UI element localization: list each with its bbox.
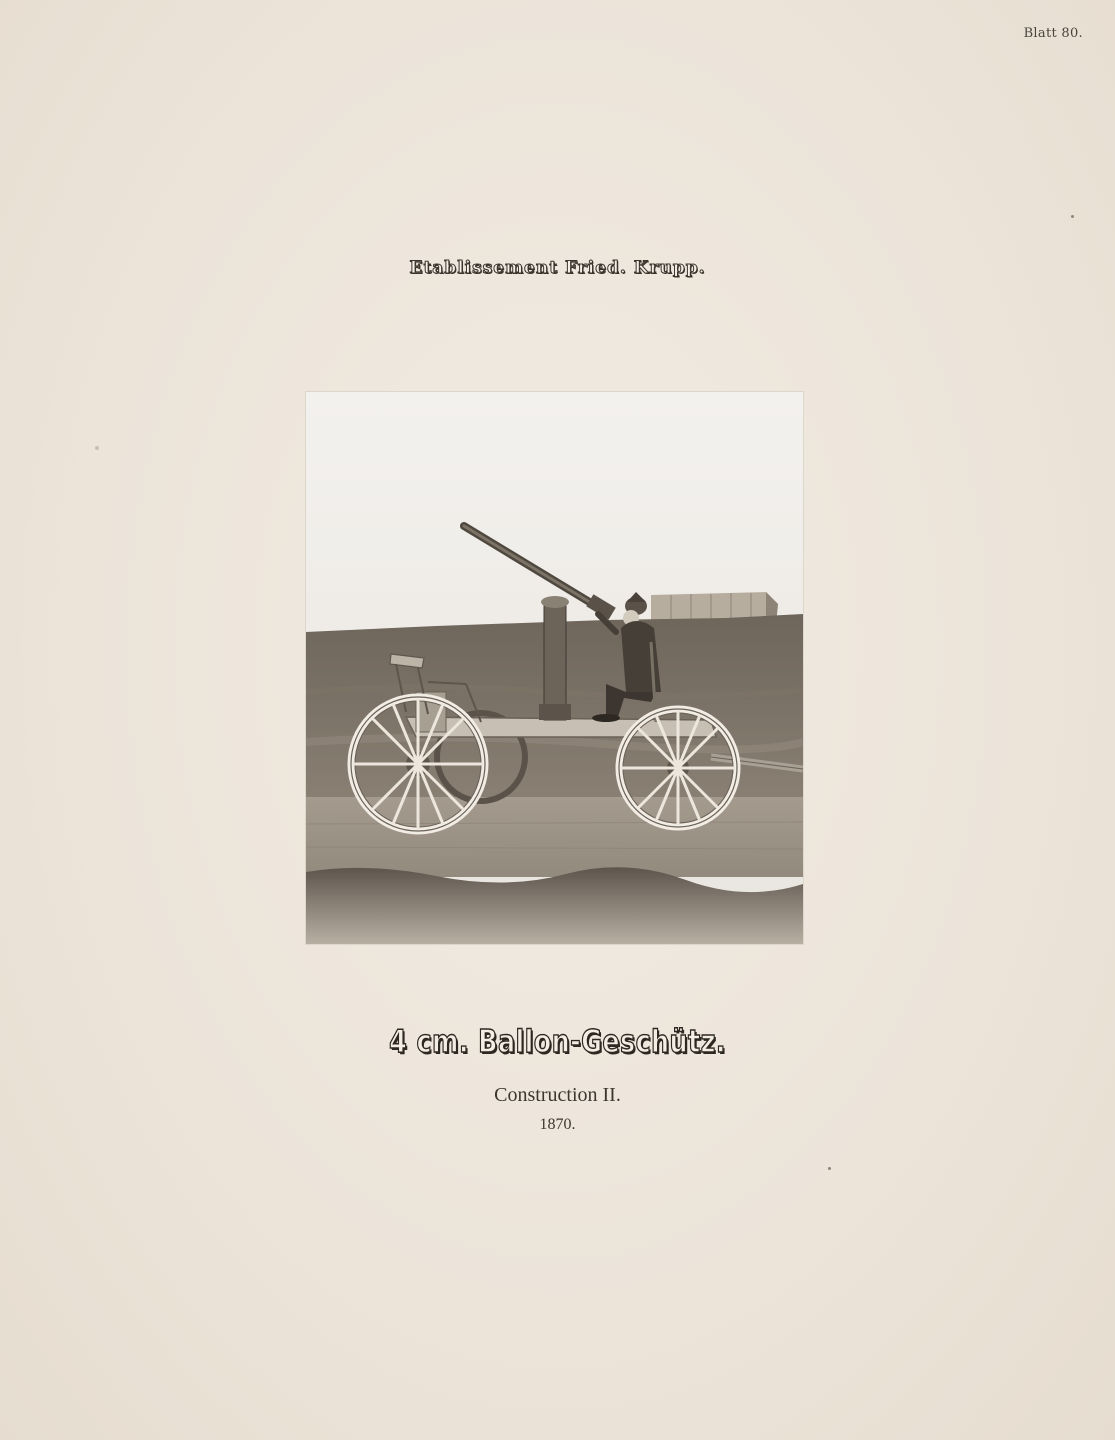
plate-year: 1870. — [539, 1116, 576, 1133]
gun-pedestal — [539, 596, 571, 720]
plate-title: 4 cm. Ballon-Geschütz. — [389, 1024, 726, 1060]
plate-subtitle: Construction II. — [494, 1084, 621, 1106]
plate-number: Blatt 80. — [1023, 26, 1083, 41]
rear-right-wheel — [619, 709, 737, 827]
gun-carriage-photo — [306, 392, 803, 944]
road — [306, 797, 803, 877]
paper-speck — [828, 1167, 831, 1170]
photograph — [306, 392, 803, 944]
header-title: Etablissement Fried. Krupp. — [409, 258, 706, 278]
front-left-wheel — [351, 697, 485, 831]
paper-speck — [95, 446, 99, 450]
paper-speck — [1071, 215, 1074, 218]
